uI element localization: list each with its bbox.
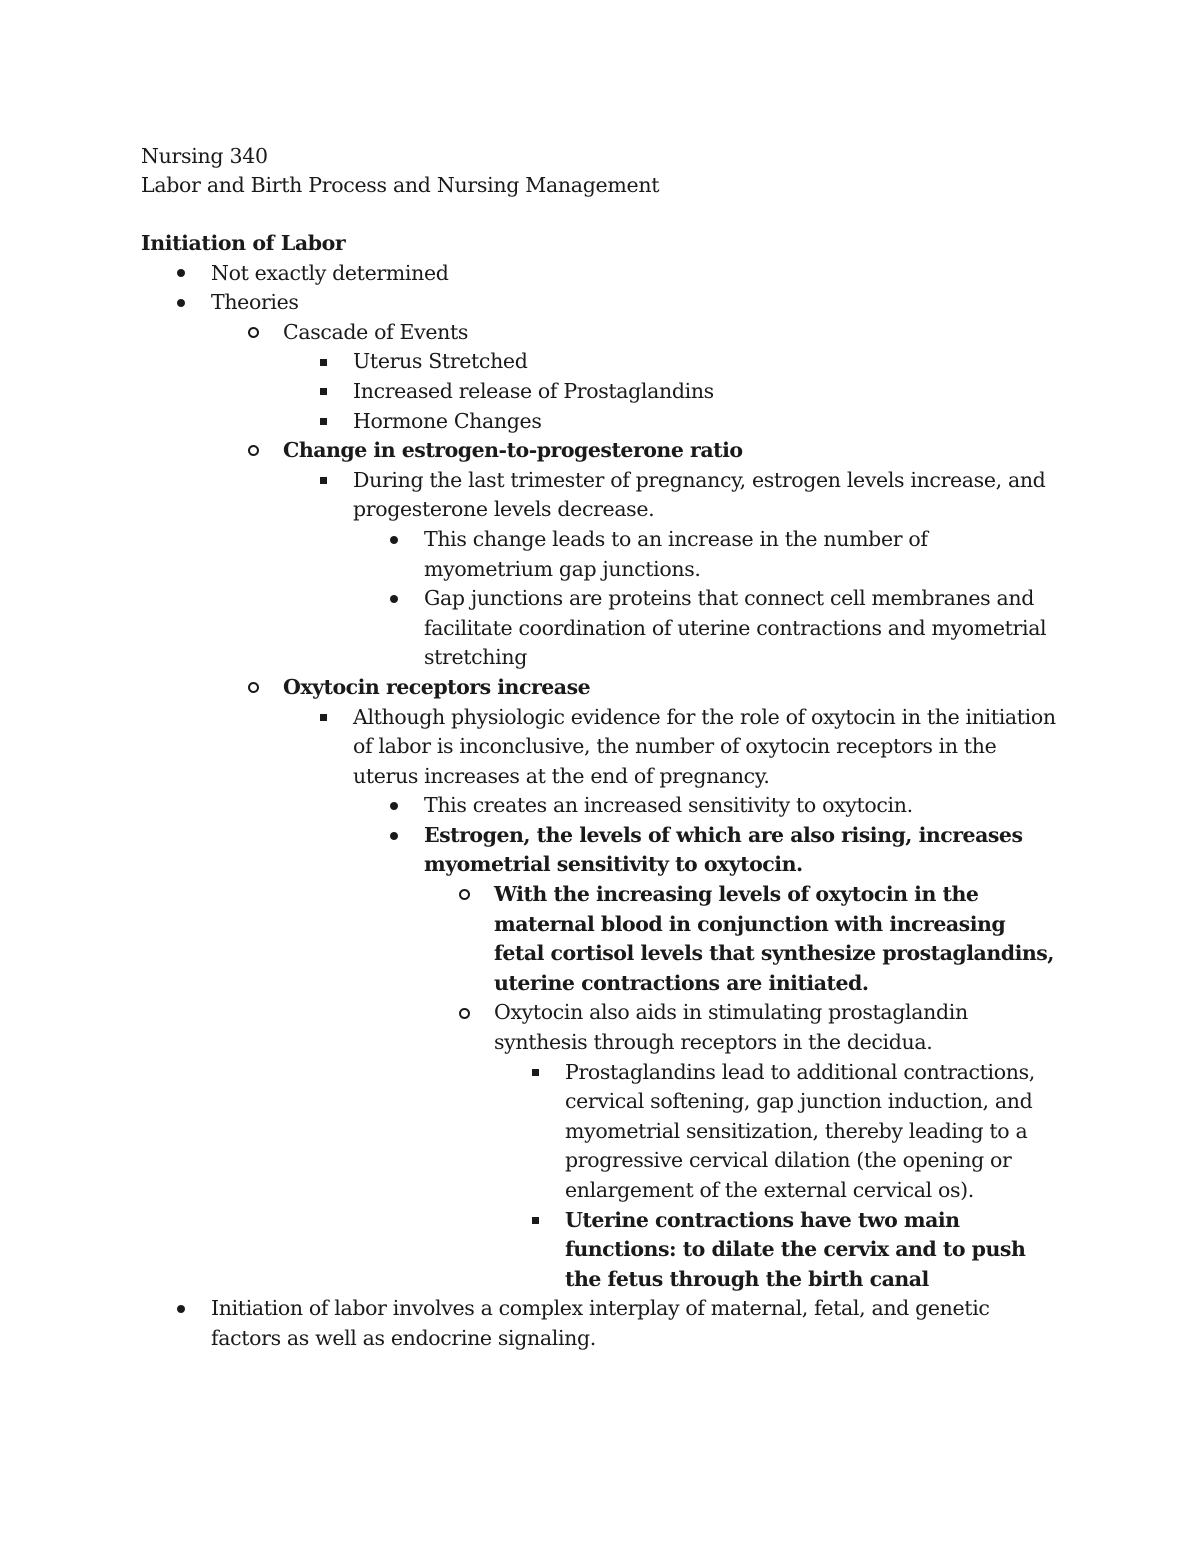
square-bullet-icon	[525, 1058, 545, 1088]
list-item	[0, 377, 1060, 407]
list-item-text: During the last trimester of pregnancy, estrogen levels increase, and progesterone levels decrease.	[353, 467, 1046, 522]
list-item	[0, 288, 1060, 318]
list-item	[0, 1058, 1060, 1206]
list-item	[0, 821, 1060, 880]
ring-bullet-icon	[454, 880, 474, 910]
section-heading: Initiation of Labor	[141, 231, 346, 255]
list-item	[0, 436, 1060, 466]
dot-bullet-icon	[171, 1294, 191, 1324]
list-item-text: Oxytocin also aids in stimulating prostaglandin synthesis through receptors in the decidua.	[494, 1000, 968, 1055]
ring-bullet-icon	[243, 436, 263, 466]
list-item	[0, 1206, 1060, 1295]
ring-bullet-icon	[454, 998, 474, 1028]
list-item-text: Increased release of Prostaglandins	[353, 378, 714, 403]
list-item-text: Although physiologic evidence for the role of oxytocin in the initiation of labor is inconclusive, the number of oxytocin receptors in the uterus increases at the end of pregnancy.	[353, 704, 1056, 788]
dot-bullet-icon	[171, 259, 191, 289]
list-item-text: Prostaglandins lead to additional contractions, cervical softening, gap junction induction, and myometrial sensitization, thereby leading to a progressive cervical dilation (the opening or enlargement of the external cervical os).	[565, 1059, 1035, 1202]
list-item-text: Initiation of labor involves a complex interplay of maternal, fetal, and genetic factors as well as endocrine signaling.	[211, 1296, 990, 1350]
list-item-text: Oxytocin receptors increase	[283, 674, 591, 699]
list-item	[0, 525, 1060, 584]
list-item	[0, 466, 1060, 525]
square-bullet-icon	[525, 1206, 545, 1236]
list-item	[0, 998, 1060, 1057]
list-item-text: This creates an increased sensitivity to oxytocin.	[424, 793, 913, 818]
course-name: Nursing 340	[141, 144, 268, 168]
list-item-text: Gap junctions are proteins that connect cell membranes and facilitate coordination of uterine contractions and myometrial stretching	[424, 586, 1047, 670]
list-item-text: Theories	[211, 290, 299, 315]
square-bullet-icon	[313, 347, 333, 377]
list-item	[0, 703, 1060, 792]
list-item	[0, 673, 1060, 703]
square-bullet-icon	[313, 407, 333, 437]
list-item-text: Hormone Changes	[353, 408, 542, 433]
list-item	[0, 880, 1060, 998]
list-item	[0, 259, 1060, 289]
list-item-text: Cascade of Events	[283, 319, 469, 344]
square-bullet-icon	[313, 377, 333, 407]
list-item	[0, 347, 1060, 377]
dot-bullet-icon	[384, 791, 404, 821]
list-item-text: With the increasing levels of oxytocin in the maternal blood in conjunction with increasing fetal cortisol levels that synthesize prostaglandins, uterine contractions are initiated.	[494, 882, 1054, 995]
square-bullet-icon	[313, 466, 333, 496]
list-item	[0, 407, 1060, 437]
dot-bullet-icon	[384, 584, 404, 614]
document-header	[141, 142, 659, 200]
list-item	[0, 584, 1060, 673]
list-item-text: Uterine contractions have two main functions: to dilate the cervix and to push the fetus through the birth canal	[565, 1207, 1026, 1291]
outline-list	[0, 229, 1200, 1354]
list-item	[0, 318, 1060, 348]
list-item-text: This change leads to an increase in the number of myometrium gap junctions.	[424, 526, 928, 581]
ring-bullet-icon	[243, 673, 263, 703]
dot-bullet-icon	[384, 525, 404, 555]
dot-bullet-icon	[384, 821, 404, 851]
list-item-text: Uterus Stretched	[353, 349, 528, 374]
list-item-text: Estrogen, the levels of which are also rising, increases myometrial sensitivity to oxytocin.	[424, 822, 1023, 877]
document-title: Labor and Birth Process and Nursing Management	[141, 173, 660, 197]
square-bullet-icon	[313, 703, 333, 733]
dot-bullet-icon	[171, 288, 191, 318]
list-item-text: Change in estrogen-to-progesterone ratio	[283, 438, 743, 463]
ring-bullet-icon	[243, 318, 263, 348]
list-item	[0, 1294, 1060, 1353]
list-item	[0, 791, 1060, 821]
list-item-text: Not exactly determined	[211, 260, 449, 285]
